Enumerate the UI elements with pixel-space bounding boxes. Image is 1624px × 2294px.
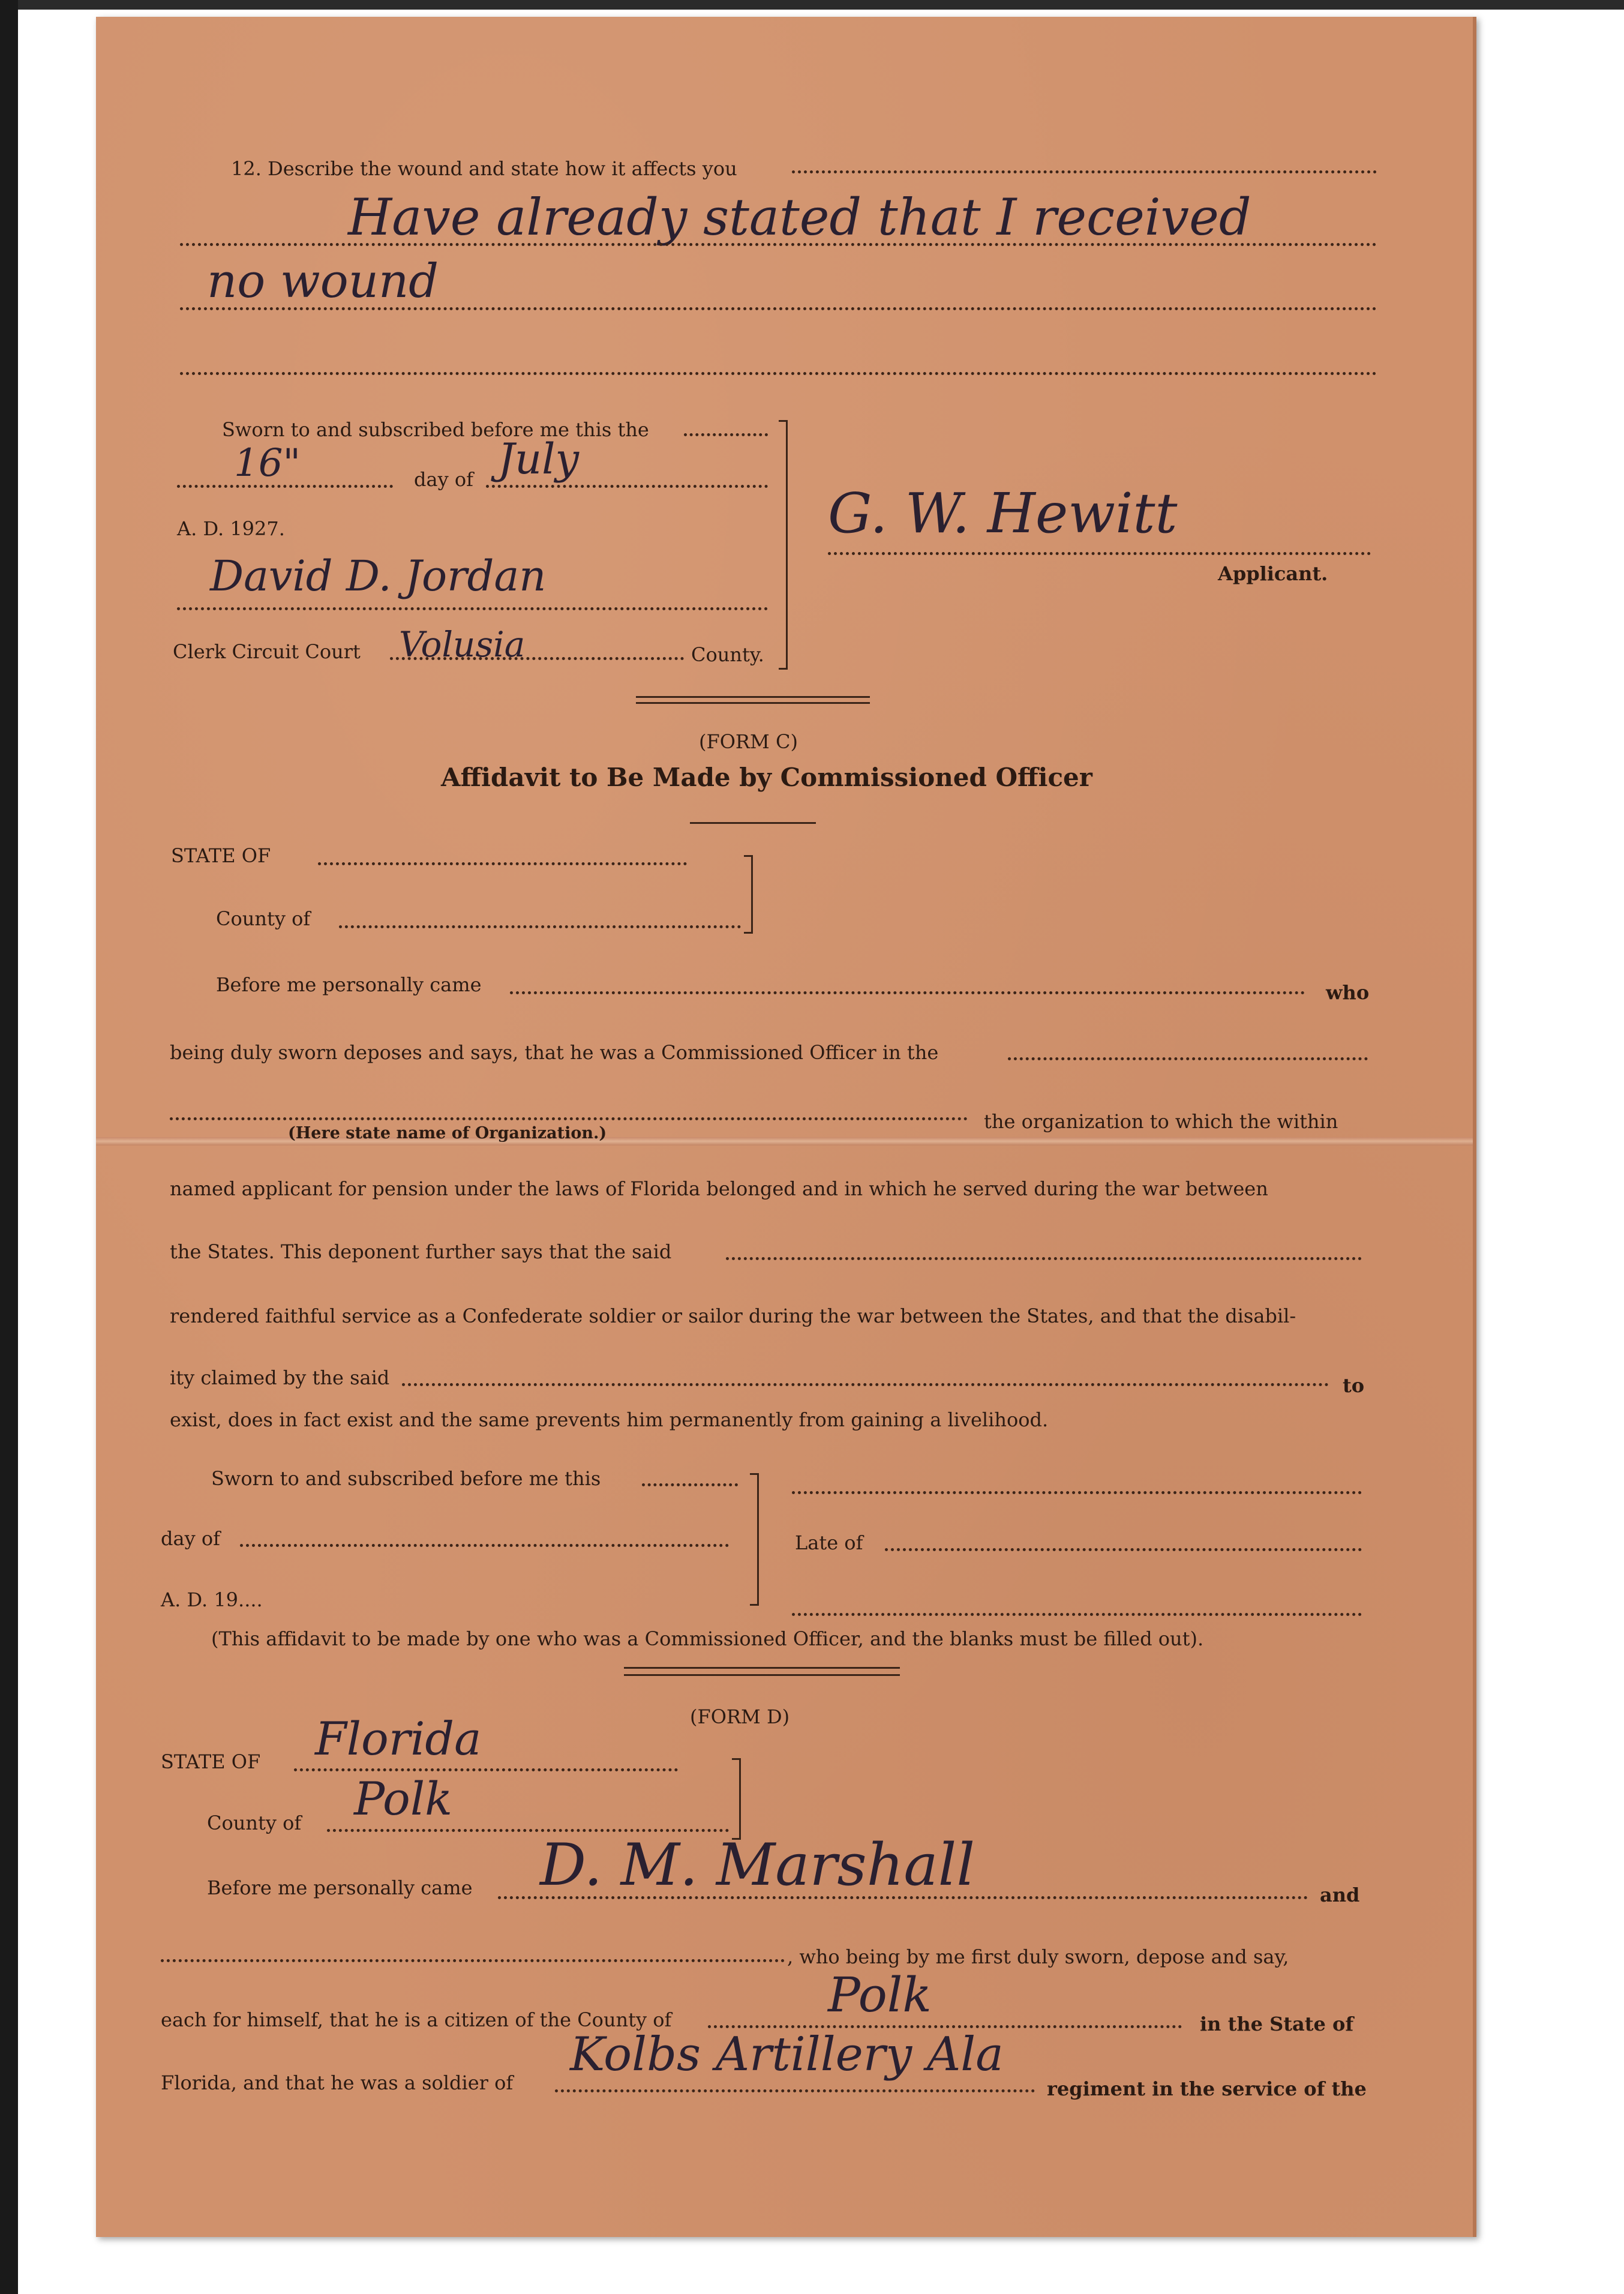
applicant-signature-blank (828, 552, 1371, 555)
formC-day-of: day of (161, 1527, 220, 1550)
sworn1-line1-blank (684, 433, 768, 436)
formC-late-of: Late of (795, 1531, 863, 1554)
formD-state-value: Florida (315, 1712, 482, 1765)
formD-state-label: STATE OF (161, 1750, 261, 1773)
scanner-edge (0, 0, 18, 2294)
formD-second-person-blank (161, 1959, 785, 1962)
separator-2-bottom (624, 1674, 900, 1676)
formC-org-note: (Here state name of Organization.) (288, 1124, 607, 1142)
formC-line-ity: ity claimed by the said (170, 1366, 390, 1389)
sworn1-month-blank (486, 485, 768, 488)
formC-before-me-blank (510, 991, 1305, 994)
q12-answer-blank-3 (180, 372, 1377, 375)
formC-title: Affidavit to Be Made by Commissioned Officer (441, 763, 1092, 792)
formD-line-who: , who being by me first duly sworn, depose and say, (787, 1945, 1289, 1968)
formD-county-value: Polk (354, 1772, 453, 1825)
formC-county-label: County of (216, 907, 311, 930)
formC-before-me: Before me personally came (216, 973, 482, 996)
formC-line-sworn: being duly sworn deposes and says, that he was a Commissioned Officer in the (170, 1041, 939, 1064)
formC-line-named: named applicant for pension under the laws of Florida belonged and in which he served during the war between (170, 1177, 1268, 1200)
q12-answer-line2: no wound (207, 254, 439, 308)
formC-org-name-blank (170, 1117, 968, 1120)
formC-line-rendered: rendered faithful service as a Confederate soldier or sailor during the war between the States, and that the disabil- (170, 1305, 1296, 1327)
separator-2-top (624, 1667, 900, 1669)
sworn1-day-blank (177, 485, 393, 488)
formC-ad: A. D. 19.... (161, 1588, 263, 1611)
formC-line-states: the States. This deponent further says that the said (170, 1240, 672, 1263)
formD-person-blank (498, 1896, 1308, 1899)
q12-answer-blank-2 (180, 307, 1377, 310)
clerk-signature: David D. Jordan (210, 551, 547, 601)
applicant-signature: G. W. Hewitt (828, 481, 1178, 545)
formC-rank-blank (792, 1613, 1362, 1616)
formD-in-state-of: in the State of (1200, 2013, 1354, 2035)
formC-sworn-brace (750, 1473, 759, 1606)
formC-sworn-line: Sworn to and subscribed before me this (211, 1467, 601, 1490)
formD-regiment-value: Kolbs Artillery Ala (570, 2028, 1004, 2082)
q12-answer-blank-1 (180, 243, 1377, 246)
formC-state-blank (318, 862, 687, 865)
sworn1-ad: A. D. 1927. (177, 517, 285, 540)
formC-state-label: STATE OF (171, 844, 271, 867)
formD-person-value: D. M. Marshall (540, 1831, 975, 1899)
formC-day-blank (240, 1544, 729, 1547)
sworn1-month-value: July (498, 434, 580, 484)
formC-who: who (1326, 981, 1370, 1004)
formC-heading: (FORM C) (699, 730, 798, 753)
clerk-label: Clerk Circuit Court (173, 640, 361, 663)
clerk-county-label: County. (691, 643, 764, 666)
sworn1-brace (779, 420, 788, 670)
formC-state-brace (744, 855, 753, 934)
sworn1-day-value: 16" (234, 441, 301, 485)
formD-line-citizen: each for himself, that he is a citizen of the County of (161, 2008, 672, 2031)
formD-state-blank (294, 1768, 678, 1771)
q12-answer-line1: Have already stated that I received (348, 188, 1251, 247)
q12-label-blank (792, 170, 1377, 173)
q12-label: 12. Describe the wound and state how it affects you (231, 157, 737, 180)
formD-regiment-tail: regiment in the service of the (1047, 2077, 1367, 2100)
formC-ity-blank (402, 1383, 1329, 1386)
formD-line-florida: Florida, and that he was a soldier of (161, 2071, 514, 2094)
formC-line-exist: exist, does in fact exist and the same prevents him permanently from gaining a livelihood. (170, 1408, 1049, 1431)
formD-county-label: County of (207, 1812, 302, 1834)
formC-officer-org-blank (1008, 1057, 1368, 1060)
formD-state-brace (732, 1758, 741, 1840)
scanner-top-edge (18, 0, 1624, 10)
formC-said-blank (726, 1257, 1362, 1260)
formC-late-of-blank (885, 1548, 1362, 1551)
formD-regiment-blank (555, 2089, 1035, 2092)
clerk-county-blank (390, 657, 684, 660)
formC-to: to (1343, 1374, 1365, 1397)
formD-citizen-county-value: Polk (828, 1967, 932, 2023)
clerk-county-value: Volusia (399, 624, 526, 665)
formC-title-rule (690, 822, 816, 824)
sworn1-line1: Sworn to and subscribed before me this the (222, 418, 649, 441)
formC-note: (This affidavit to be made by one who was a Commissioned Officer, and the blanks must be filled out). (211, 1627, 1204, 1650)
formC-sworn-blank (642, 1483, 738, 1486)
formC-officer-signature-blank (792, 1491, 1362, 1494)
sworn1-day-of: day of (414, 468, 473, 491)
formC-county-blank (339, 925, 741, 928)
applicant-label: Applicant. (1218, 562, 1328, 585)
formD-and: and (1320, 1884, 1360, 1906)
separator-1-bottom (636, 702, 870, 704)
formD-before-me: Before me personally came (207, 1876, 473, 1899)
formC-org-tail: the organization to which the within (984, 1110, 1338, 1133)
formD-heading: (FORM D) (690, 1705, 790, 1728)
clerk-signature-blank (177, 607, 768, 610)
separator-1-top (636, 696, 870, 698)
